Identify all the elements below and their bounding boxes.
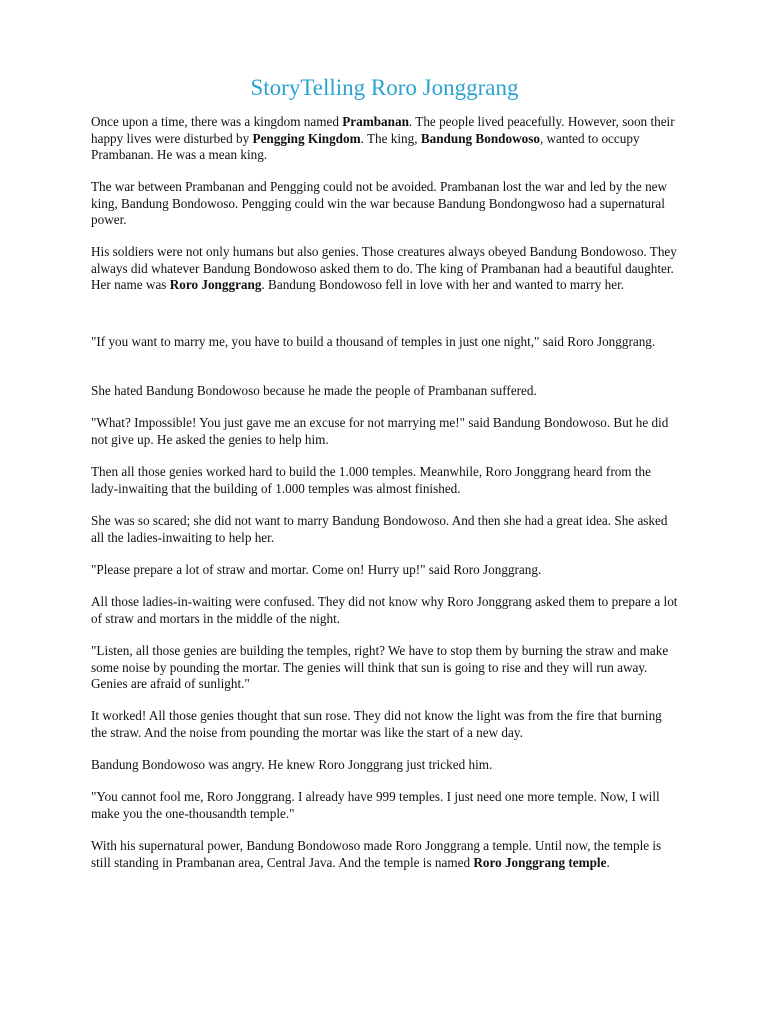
paragraph — [91, 415, 681, 448]
text-run: "Please prepare a lot of straw and mortar. Come on! Hurry up!" said Roro Jonggrang. — [91, 562, 542, 577]
text-run: "What? Impossible! You just gave me an excuse for not marrying me!" said Bandung Bondowoso. But he did not give up. He asked the genies to help him. — [91, 415, 669, 447]
text-run: , wanted to occupy Prambanan. He was a mean king. — [91, 130, 640, 162]
paragraph — [91, 594, 681, 627]
text-run: With his supernatural power, Bandung Bondowoso made Roro Jonggrang a temple. Until now, the temple is still standing in Prambanan area, Central Java. And the temple is named — [91, 838, 662, 870]
paragraph — [91, 562, 681, 579]
bold-text: Pengging Kingdom — [252, 130, 361, 146]
paragraph — [91, 708, 681, 741]
text-run: She hated Bandung Bondowoso because he made the people of Prambanan suffered. — [91, 383, 537, 398]
text-run: She was so scared; she did not want to marry Bandung Bondowoso. And then she had a great idea. She asked all the ladies-inwaiting to help her. — [91, 513, 668, 545]
paragraph — [91, 838, 681, 871]
bold-text: Prambanan — [342, 114, 409, 129]
text-run: "Listen, all those genies are building the temples, right? We have to stop them by burning the straw and make some noise by pounding the mortar. The genies will think that sun is going to rise and they will run away. Genies are afraid of sunlight." — [91, 643, 669, 691]
paragraph — [91, 643, 681, 693]
paragraph — [91, 334, 681, 351]
paragraph — [91, 513, 681, 546]
text-run: . The king, — [360, 130, 421, 146]
text-run: "You cannot fool me, Roro Jonggrang. I already have 999 temples. I just need one more temple. Now, I will make you the one-thousandth temple." — [91, 789, 660, 821]
text-run: The war between Prambanan and Pengging could not be avoided. Prambanan lost the war and led by the new king, Bandung Bondowoso. Pengging could win the war because Bandung Bondongwoso had a supernatural power. — [91, 179, 668, 227]
paragraph — [91, 789, 681, 822]
text-run: Then all those genies worked hard to build the 1.000 temples. Meanwhile, Roro Jonggrang heard from the lady-inwaiting that the building of 1.000 temples was almost finished. — [91, 464, 651, 496]
text-run: . Bandung Bondowoso fell in love with her and wanted to marry her. — [261, 277, 625, 292]
text-run: Once upon a time, there was a kingdom named — [91, 114, 343, 129]
paragraph — [91, 179, 681, 229]
paragraph — [91, 244, 681, 294]
paragraph — [91, 757, 681, 774]
paragraph — [91, 114, 681, 164]
paragraph — [91, 383, 681, 400]
text-run: . The people lived peacefully. However, soon their happy lives were disturbed by — [91, 114, 675, 146]
bold-text: Roro Jonggrang — [169, 277, 262, 292]
text-run: His soldiers were not only humans but also genies. Those creatures always obeyed Bandung Bondowoso. They always did whatever Bandung Bondowoso asked them to do. The king of Prambanan had a beautiful daughter. Her name was — [91, 244, 677, 292]
paragraph — [91, 464, 681, 497]
bold-text: Roro Jonggrang temple — [473, 854, 607, 870]
text-run: . — [606, 854, 610, 870]
bold-text: Bandung Bondowoso — [420, 130, 540, 146]
text-run: "If you want to marry me, you have to build a thousand of temples in just one night," said Roro Jonggrang. — [91, 334, 656, 349]
document-title: StoryTelling Roro Jonggrang — [250, 75, 519, 100]
text-run: All those ladies-in-waiting were confused. They did not know why Roro Jonggrang asked them to prepare a lot of straw and mortars in the middle of the night. — [91, 594, 678, 626]
text-run: Bandung Bondowoso was angry. He knew Roro Jonggrang just tricked him. — [91, 757, 493, 772]
text-run: It worked! All those genies thought that sun rose. They did not know the light was from the fire that burning the straw. And the noise from pounding the mortar was like the start of a new day. — [91, 708, 662, 740]
